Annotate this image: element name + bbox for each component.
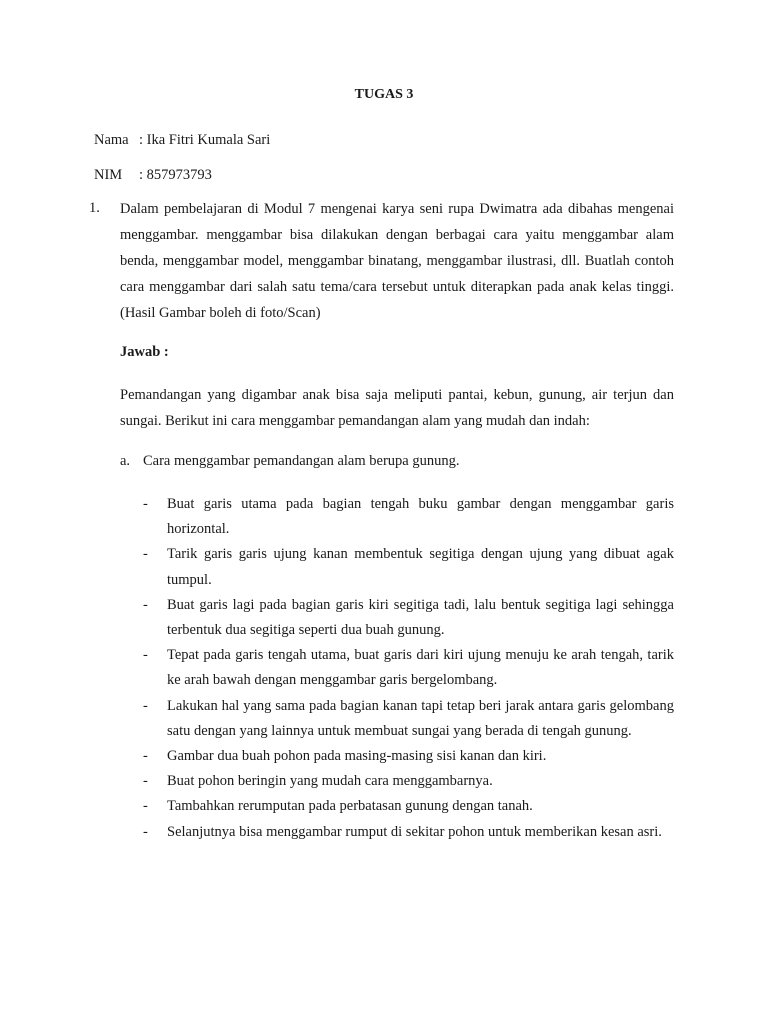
- question-text: Dalam pembelajaran di Modul 7 mengenai karya seni rupa Dwimatra ada dibahas mengenai menggambar. menggambar bisa dilakukan dengan berbagai cara yaitu menggambar alam benda, menggambar model, menggambar binatang, menggambar ilustrasi, dll. Buatlah contoh cara menggambar dari salah satu tema/cara tersebut untuk diterapkan pada anak kelas tinggi. (Hasil Gambar boleh di foto/Scan): [120, 201, 674, 321]
- bullet-marker: -: [143, 647, 148, 664]
- list-item: [140, 492, 674, 542]
- answer-intro: Pemandangan yang digambar anak bisa saja meliputi pantai, kebun, gunung, air terjun dan sungai. Berikut ini cara menggambar pemandangan alam yang mudah dan indah:: [120, 387, 674, 429]
- bullet-marker: -: [143, 546, 148, 563]
- list-item: [140, 643, 674, 693]
- list-item: [140, 542, 674, 592]
- bullet-marker: -: [143, 823, 148, 840]
- step-text: Lakukan hal yang sama pada bagian kanan tapi tetap beri jarak antara garis gelombang satu dengan yang lainnya untuk membuat sungai yang berada di tengah gunung.: [167, 697, 674, 739]
- list-item: [140, 744, 674, 769]
- list-item: [140, 769, 674, 794]
- step-text: Gambar dua buah pohon pada masing-masing sisi kanan dan kiri.: [167, 748, 547, 765]
- step-text: Buat garis utama pada bagian tengah buku gambar dengan menggambar garis horizontal.: [167, 496, 674, 538]
- bullet-marker: -: [143, 697, 148, 714]
- step-text: Tambahkan rerumputan pada perbatasan gunung dengan tanah.: [167, 798, 533, 815]
- name-value: : Ika Fitri Kumala Sari: [139, 132, 271, 148]
- list-item: [140, 593, 674, 643]
- answer-heading: Jawab :: [120, 344, 169, 360]
- nim-row: [94, 167, 212, 184]
- step-text: Selanjutnya bisa menggambar rumput di sekitar pohon untuk memberikan kesan asri.: [167, 823, 662, 840]
- list-item: [140, 820, 674, 845]
- sub-section-letter: a.: [120, 453, 131, 469]
- step-text: Tarik garis garis ujung kanan membentuk segitiga dengan ujung yang dibuat agak tumpul.: [167, 546, 674, 588]
- question-number: 1.: [89, 200, 100, 216]
- bullet-marker: -: [143, 748, 148, 765]
- document-title: TUGAS 3: [354, 87, 414, 102]
- bullet-marker: -: [143, 798, 148, 815]
- step-text: Tepat pada garis tengah utama, buat garis dari kiri ujung menuju ke arah tengah, tarik ke arah bawah dengan menggambar garis bergelombang.: [167, 647, 674, 689]
- name-label: Nama: [94, 132, 129, 148]
- name-row: [94, 132, 270, 149]
- steps-list: [140, 492, 674, 845]
- step-text: Buat garis lagi pada bagian garis kiri segitiga tadi, lalu bentuk segitiga lagi sehingga terbentuk dua segitiga seperti dua buah gunung.: [167, 596, 674, 639]
- nim-value: : 857973793: [139, 167, 212, 183]
- list-item: [140, 794, 674, 819]
- sub-section-a: [120, 453, 459, 470]
- nim-label: NIM: [94, 167, 123, 183]
- sub-section-title: Cara menggambar pemandangan alam berupa gunung.: [143, 453, 460, 469]
- bullet-marker: -: [143, 496, 148, 512]
- step-text: Buat pohon beringin yang mudah cara menggambarnya.: [167, 773, 493, 790]
- bullet-marker: -: [143, 773, 148, 790]
- bullet-marker: -: [143, 596, 148, 613]
- list-item: [140, 694, 674, 744]
